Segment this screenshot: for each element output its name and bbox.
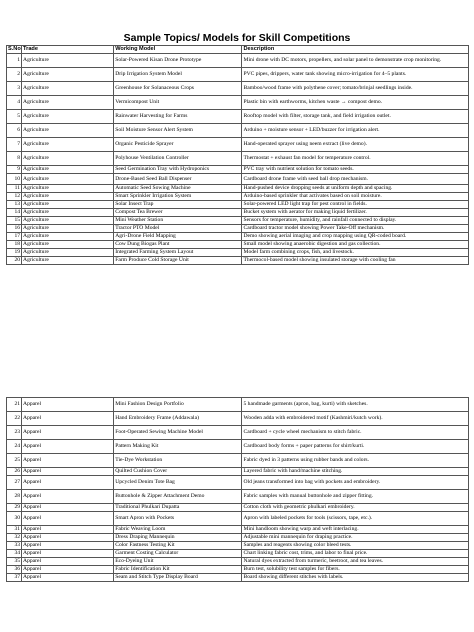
cell-trade: Agriculture	[22, 82, 114, 96]
cell-sno: 33	[7, 542, 22, 550]
header-sno: S.No	[8, 46, 21, 53]
header-working-model: Working Model	[114, 46, 242, 54]
cell-working-model: Cow Dung Biogas Plant	[114, 241, 242, 249]
cell-description: Model farm combining crops, fish, and livestock.	[242, 249, 469, 257]
table-row	[7, 454, 469, 468]
cell-working-model: Farm Produce Cold Storage Unit	[114, 257, 242, 265]
table-header-row	[7, 46, 469, 54]
cell-working-model: Drip Irrigation System Model	[114, 68, 242, 82]
cell-working-model: Mini Weather Station	[114, 217, 242, 225]
table-row	[7, 217, 469, 225]
cell-sno: 14	[7, 209, 22, 217]
cell-trade: Agriculture	[22, 166, 114, 174]
cell-working-model: Soil Moisture Sensor Alert System	[114, 124, 242, 138]
cell-description: Samples and reagents showing color bleed tests.	[242, 542, 469, 550]
table-row	[7, 468, 469, 476]
cell-working-model: Smart Sprinkler Irrigation System	[114, 193, 242, 201]
cell-sno: 25	[7, 454, 22, 468]
cell-working-model: Eco-Dyeing Unit	[114, 558, 242, 566]
cell-trade: Agriculture	[22, 193, 114, 201]
cell-description: Rooftop model with filter, storage tank, and field irrigation outlet.	[242, 110, 469, 124]
cell-description: Apron with labeled pockets for tools (scissors, tape, etc.).	[242, 512, 469, 526]
cell-description: Burn test, solubility test samples for fibers.	[242, 566, 469, 574]
cell-sno: 9	[7, 166, 22, 174]
table-row	[7, 54, 469, 68]
cell-description: Bucket system with aerator for making liquid fertilizer.	[242, 209, 469, 217]
cell-description: Arduino + moisture sensor + LED/buzzer for irrigation alert.	[242, 124, 469, 138]
cell-working-model: Vermicompost Unit	[114, 96, 242, 110]
cell-trade: Apparel	[22, 490, 114, 504]
cell-working-model: Rainwater Harvesting for Farms	[114, 110, 242, 124]
cell-working-model: Compost Tea Brewer	[114, 209, 242, 217]
cell-trade: Agriculture	[22, 257, 114, 265]
table-row	[7, 249, 469, 257]
cell-trade: Agriculture	[22, 217, 114, 225]
cell-trade: Agriculture	[22, 209, 114, 217]
table-row	[7, 257, 469, 265]
cell-description: Old jeans transformed into bag with pockets and embroidery.	[242, 476, 469, 490]
cell-working-model: Integrated Farming System Layout	[114, 249, 242, 257]
cell-trade: Agriculture	[22, 201, 114, 209]
table-row	[7, 566, 469, 574]
cell-sno: 26	[7, 468, 22, 476]
cell-working-model: Seam and Stitch Type Display Board	[114, 574, 242, 582]
cell-trade: Agriculture	[22, 174, 114, 185]
cell-sno: 20	[7, 257, 22, 265]
cell-sno: 37	[7, 574, 22, 582]
cell-sno: 12	[7, 193, 22, 201]
cell-sno: 15	[7, 217, 22, 225]
cell-working-model: Smart Apron with Pockets	[114, 512, 242, 526]
cell-trade: Apparel	[22, 468, 114, 476]
cell-trade: Agriculture	[22, 152, 114, 166]
table-row	[7, 225, 469, 233]
cell-working-model: Tie-Dye Workstation	[114, 454, 242, 468]
table-row	[7, 96, 469, 110]
cell-description: Natural dyes extracted from turmeric, beetroot, and tea leaves.	[242, 558, 469, 566]
table-row	[7, 241, 469, 249]
cell-trade: Agriculture	[22, 225, 114, 233]
cell-working-model: Solar-Powered Kisan Drone Prototype	[114, 54, 242, 68]
cell-description: Small model showing anaerobic digestion and gas collection.	[242, 241, 469, 249]
cell-sno: 5	[7, 110, 22, 124]
cell-trade: Apparel	[22, 504, 114, 512]
cell-trade: Apparel	[22, 426, 114, 440]
cell-sno: 36	[7, 566, 22, 574]
cell-description: Layered fabric with hand/machine stitching.	[242, 468, 469, 476]
table-row	[7, 124, 469, 138]
header-trade: Trade	[22, 46, 114, 54]
cell-working-model: Fabric Identification Kit	[114, 566, 242, 574]
cell-description: Cardboard tractor model showing Power Take-Off mechanism.	[242, 225, 469, 233]
cell-trade: Agriculture	[22, 68, 114, 82]
table-row	[7, 504, 469, 512]
cell-sno: 6	[7, 124, 22, 138]
cell-sno: 35	[7, 558, 22, 566]
cell-sno: 19	[7, 249, 22, 257]
cell-sno: 24	[7, 440, 22, 454]
cell-description: Cardboard + cycle wheel mechanism to stitch fabric.	[242, 426, 469, 440]
cell-sno: 11	[7, 185, 22, 193]
cell-sno: 8	[7, 152, 22, 166]
cell-sno: 27	[7, 476, 22, 490]
cell-working-model: Automatic Seed Sowing Machine	[114, 185, 242, 193]
cell-sno: 2	[7, 68, 22, 82]
table-row	[7, 82, 469, 96]
cell-trade: Agriculture	[22, 54, 114, 68]
header-description: Description	[242, 46, 469, 54]
cell-working-model: Polyhouse Ventilation Controller	[114, 152, 242, 166]
cell-trade: Agriculture	[22, 241, 114, 249]
cell-working-model: Quilted Cushion Cover	[114, 468, 242, 476]
cell-working-model: Color Fastness Testing Kit	[114, 542, 242, 550]
table-row	[7, 490, 469, 504]
cell-description: Thermostat + exhaust fan model for temperature control.	[242, 152, 469, 166]
cell-sno: 22	[7, 412, 22, 426]
cell-trade: Apparel	[22, 454, 114, 468]
page-title: Sample Topics/ Models for Skill Competitions	[123, 32, 351, 44]
cell-working-model: Solar Insect Trap	[114, 201, 242, 209]
table-row	[7, 166, 469, 174]
cell-working-model: Seed Germination Tray with Hydroponics	[114, 166, 242, 174]
cell-trade: Agriculture	[22, 249, 114, 257]
cell-trade: Agriculture	[22, 233, 114, 241]
cell-trade: Agriculture	[22, 185, 114, 193]
table-row	[7, 201, 469, 209]
cell-working-model: Hand Embroidery Frame (Addawala)	[114, 412, 242, 426]
cell-description: Fabric dyed in 3 patterns using rubber bands and colors.	[242, 454, 469, 468]
table-row	[7, 512, 469, 526]
cell-trade: Apparel	[22, 398, 114, 412]
table-row	[7, 426, 469, 440]
topics-table-apparel	[6, 397, 469, 582]
cell-working-model: Organic Pesticide Sprayer	[114, 138, 242, 152]
cell-sno: 32	[7, 534, 22, 542]
cell-working-model: Agri-Drone Field Mapping	[114, 233, 242, 241]
cell-description: Hand-operated sprayer using neem extract (live demo).	[242, 138, 469, 152]
cell-sno: 30	[7, 512, 22, 526]
cell-sno: 17	[7, 233, 22, 241]
table-row	[7, 398, 469, 412]
cell-description: Sensors for temperature, humidity, and rainfall connected to display.	[242, 217, 469, 225]
table-row	[7, 476, 469, 490]
cell-sno: 34	[7, 550, 22, 558]
cell-trade: Agriculture	[22, 124, 114, 138]
topics-table-agriculture	[6, 45, 469, 265]
cell-description: Mini drone with DC motors, propellers, and solar panel to demonstrate crop monitoring.	[242, 54, 469, 68]
table-row	[7, 526, 469, 534]
cell-working-model: Upcycled Denim Tote Bag	[114, 476, 242, 490]
cell-working-model: Tractor PTO Model	[114, 225, 242, 233]
cell-working-model: Dress Draping Mannequin	[114, 534, 242, 542]
cell-sno: 31	[7, 526, 22, 534]
cell-description: Thermocol-based model showing insulated storage with cooling fan	[242, 257, 469, 265]
cell-sno: 4	[7, 96, 22, 110]
cell-trade: Agriculture	[22, 138, 114, 152]
cell-working-model: Drone-Based Seed Ball Dispenser	[114, 174, 242, 185]
cell-trade: Apparel	[22, 542, 114, 550]
cell-sno: 23	[7, 426, 22, 440]
cell-sno: 13	[7, 201, 22, 209]
table-row	[7, 233, 469, 241]
table-row	[7, 138, 469, 152]
cell-sno: 28	[7, 490, 22, 504]
cell-trade: Apparel	[22, 534, 114, 542]
cell-trade: Apparel	[22, 440, 114, 454]
cell-description: Hand-pushed device dropping seeds at uniform depth and spacing.	[242, 185, 469, 193]
table-row	[7, 110, 469, 124]
cell-description: 5 handmade garments (apron, bag, kurti) with sketches.	[242, 398, 469, 412]
cell-sno: 7	[7, 138, 22, 152]
table-row	[7, 174, 469, 185]
table-row	[7, 550, 469, 558]
cell-working-model: Foot-Operated Sewing Machine Model	[114, 426, 242, 440]
cell-sno: 29	[7, 504, 22, 512]
cell-trade: Apparel	[22, 574, 114, 582]
cell-working-model: Greenhouse for Solanaceous Crops	[114, 82, 242, 96]
cell-trade: Apparel	[22, 526, 114, 534]
cell-working-model: Mini Fashion Design Portfolio	[114, 398, 242, 412]
table-row	[7, 68, 469, 82]
cell-description: Solar-powered LED light trap for pest control in fields.	[242, 201, 469, 209]
cell-sno: 18	[7, 241, 22, 249]
table-row	[7, 440, 469, 454]
cell-description: Adjustable mini mannequin for draping practice.	[242, 534, 469, 542]
table-row	[7, 185, 469, 193]
cell-trade: Apparel	[22, 476, 114, 490]
cell-description: Chart linking fabric cost, trims, and labor to final price.	[242, 550, 469, 558]
cell-working-model: Buttonhole & Zipper Attachment Demo	[114, 490, 242, 504]
table-row	[7, 209, 469, 217]
cell-description: Cardboard drone frame with seed ball drop mechanism.	[242, 174, 469, 185]
cell-trade: Apparel	[22, 558, 114, 566]
cell-description: Demo showing aerial imaging and crop mapping using QR-coded board.	[242, 233, 469, 241]
table-row	[7, 574, 469, 582]
cell-trade: Agriculture	[22, 96, 114, 110]
table-row	[7, 558, 469, 566]
cell-trade: Apparel	[22, 512, 114, 526]
cell-description: Wooden adda with embroidered motif (Kashmiri/kutch work).	[242, 412, 469, 426]
cell-working-model: Garment Costing Calculator	[114, 550, 242, 558]
cell-description: Fabric samples with manual buttonhole and zipper fitting.	[242, 490, 469, 504]
cell-sno: 21	[7, 398, 22, 412]
table-row	[7, 542, 469, 550]
table-row	[7, 412, 469, 426]
cell-trade: Apparel	[22, 550, 114, 558]
cell-description: Bamboo/wood frame with polythene cover; tomato/brinjal seedlings inside.	[242, 82, 469, 96]
cell-sno: 3	[7, 82, 22, 96]
cell-description: Mini handloom showing warp and weft interlacing.	[242, 526, 469, 534]
cell-working-model: Fabric Weaving Loom	[114, 526, 242, 534]
cell-sno: 16	[7, 225, 22, 233]
cell-description: PVC pipes, drippers, water tank showing micro-irrigation for 4–5 plants.	[242, 68, 469, 82]
cell-description: Plastic bin with earthworms, kitchen waste → compost demo.	[242, 96, 469, 110]
table-row	[7, 193, 469, 201]
cell-description: Board showing different stitches with labels.	[242, 574, 469, 582]
cell-description: Arduino-based sprinkler that activates based on soil moisture.	[242, 193, 469, 201]
cell-description: PVC tray with nutrient solution for tomato seeds.	[242, 166, 469, 174]
cell-description: Cotton cloth with geometric phulkari embroidery.	[242, 504, 469, 512]
cell-trade: Apparel	[22, 412, 114, 426]
cell-trade: Agriculture	[22, 110, 114, 124]
table-row	[7, 534, 469, 542]
cell-sno: 1	[7, 54, 22, 68]
cell-working-model: Traditional Phulkari Dupatta	[114, 504, 242, 512]
cell-working-model: Pattern Making Kit	[114, 440, 242, 454]
table-row	[7, 152, 469, 166]
cell-description: Cardboard body forms + paper patterns for shirt/kurti.	[242, 440, 469, 454]
cell-trade: Apparel	[22, 566, 114, 574]
cell-sno: 10	[7, 174, 22, 185]
